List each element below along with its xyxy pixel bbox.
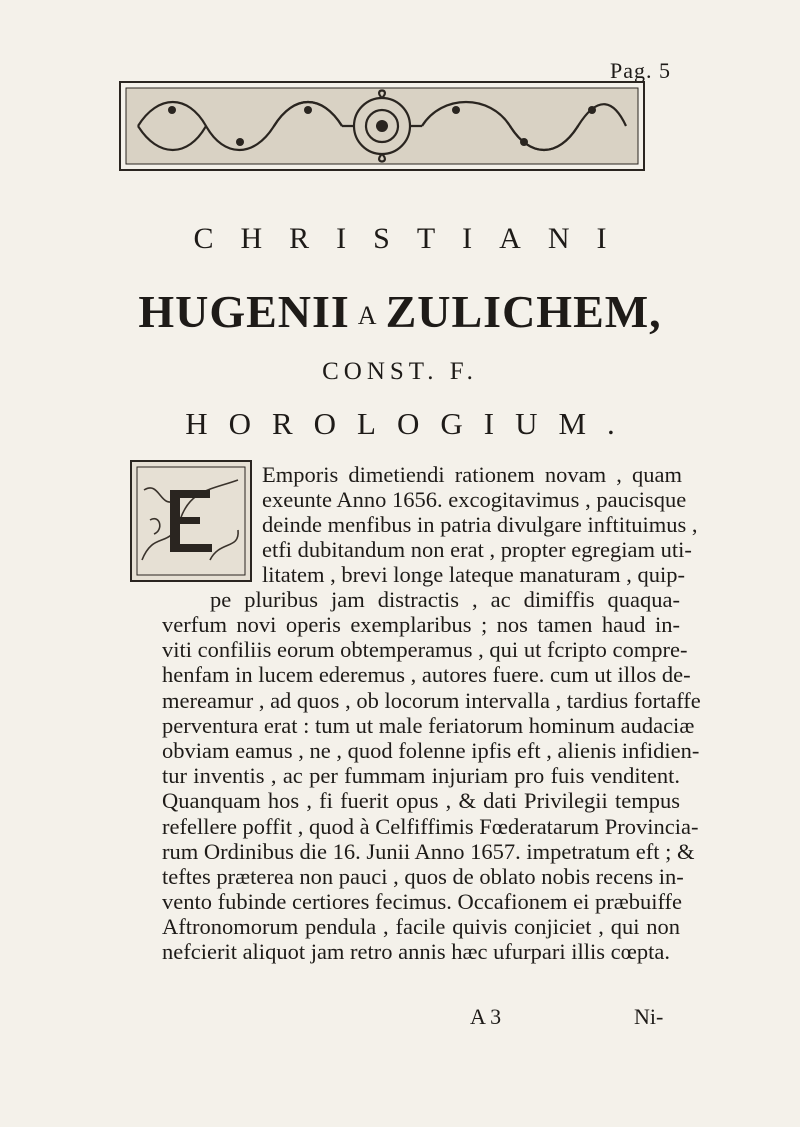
text-line: viti confiliis eorum obtemperamus , qui ut fcripto compre- <box>162 637 688 662</box>
title-work: HOROLOGIUM. <box>185 406 636 441</box>
text-line: deinde menfibus in patria divulgare inftituimus , <box>262 512 698 537</box>
title-hugenii: HUGENII <box>138 286 350 337</box>
text-line: etfi dubitandum non erat , propter egregiam uti- <box>262 537 692 562</box>
text-line: vento fubinde certiores fecimus. Occafionem ei præbuiffe <box>162 889 683 914</box>
text-line: pe pluribus jam distractis , ac dimiffis quaqua- <box>210 587 680 612</box>
text-line: Aftronomorum pendula , facile quivis conjiciet , qui non <box>162 914 680 939</box>
text-line: Quanquam hos , fi fuerit opus , & dati Privilegii tempus <box>162 788 680 813</box>
title-zulichem: ZULICHEM, <box>385 286 662 337</box>
text-line: nefcierit aliquot jam retro annis hæc ufurpari illis cœpta. <box>162 939 670 964</box>
page-number: Pag. 5 <box>610 58 671 83</box>
text-line: tur inventis , ac per fummam injuriam pro fuis venditent. <box>162 763 680 788</box>
text-line: litatem , brevi longe lateque manaturam , quip- <box>262 562 685 587</box>
text-line: verfum novi operis exemplaribus ; nos tamen haud in- <box>162 612 680 637</box>
title-filiation: CONST. F. <box>322 358 478 385</box>
text-line: Emporis dimetiendi rationem novam , quam <box>262 462 682 487</box>
text-line: mereamur , ad quos , ob locorum intervalla , tardius fortaffe <box>162 688 701 713</box>
catchword: Ni- <box>634 1004 664 1029</box>
headpiece-ornament-icon <box>118 80 646 172</box>
text-line: henfam in lucem ederemus , autores fuere. cum ut illos de- <box>162 662 691 687</box>
text-line: perventura erat : tum ut male feriatorum hominum audaciæ <box>162 713 695 738</box>
text-line: obviam eamus , ne , quod folenne ipfis eft , alienis infidien- <box>162 738 700 763</box>
title-given-name: CHRISTIANI <box>193 222 634 255</box>
signature-mark: A 3 <box>470 1004 502 1029</box>
footer-line <box>0 1004 800 1034</box>
title-family-name <box>0 285 800 338</box>
text-line: teftes præterea non pauci , quos de oblato nobis recens in- <box>162 864 684 889</box>
text-line: refellere poffit , quod à Celfiffimis Fœderatarum Provincia- <box>162 814 699 839</box>
text-line: rum Ordinibus die 16. Junii Anno 1657. impetratum eft ; & <box>162 839 695 864</box>
title-a: A <box>357 301 378 330</box>
text-line: exeunte Anno 1656. excogitavimus , paucisque <box>262 487 687 512</box>
